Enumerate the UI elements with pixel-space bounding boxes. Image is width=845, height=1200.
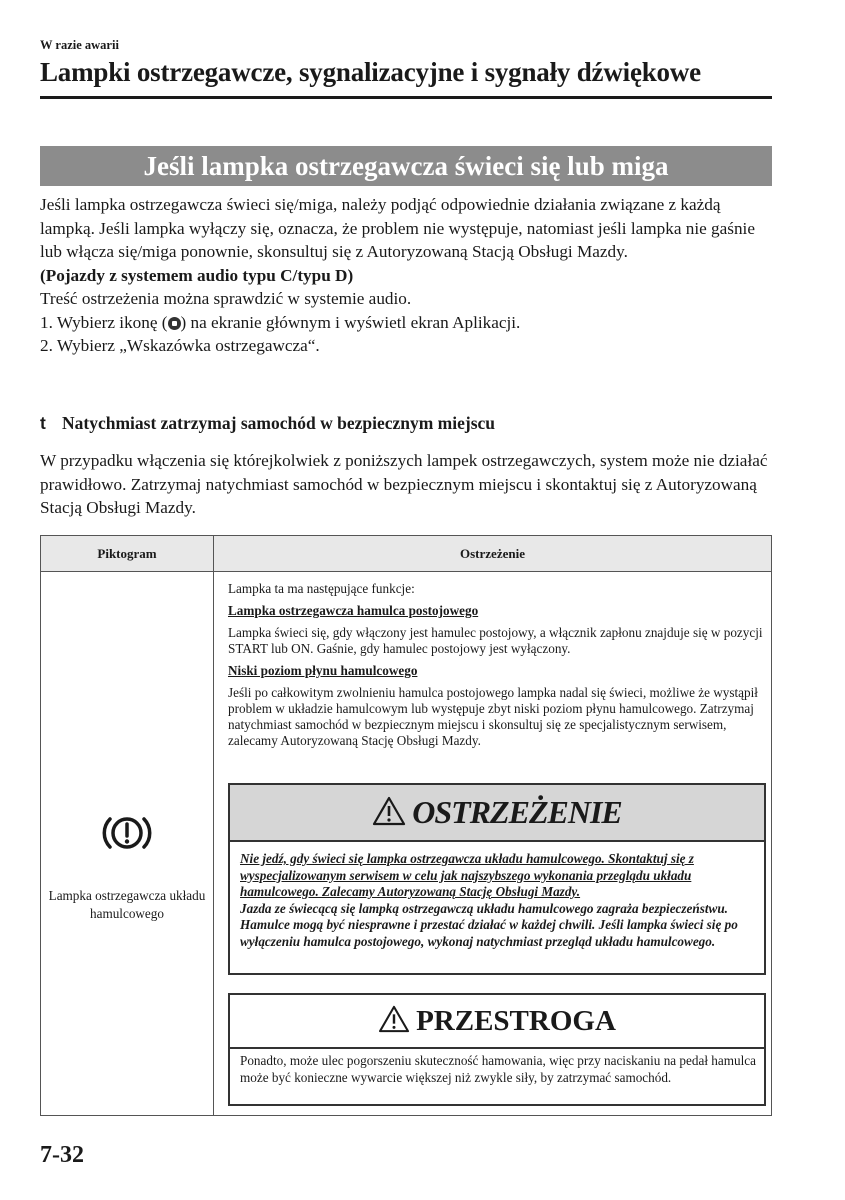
table-header	[41, 536, 771, 572]
parking-brake-heading: Lampka ostrzegawcza hamulca postojowego	[228, 603, 479, 618]
step-1	[40, 311, 775, 335]
caution-title: PRZESTROGA	[416, 1005, 616, 1037]
warning-description-cell	[228, 572, 763, 749]
column-header-warning: Ostrzeżenie	[460, 546, 525, 561]
page-title: Lampki ostrzegawcze, sygnalizacyjne i sygnały dźwiękowe	[40, 57, 701, 87]
heading-divider	[40, 96, 772, 99]
pictogram-cell	[41, 572, 213, 1115]
low-fluid-text: Jeśli po całkowitym zwolnieniu hamulca postojowego lampka nadal się świeci, możliwe że wystąpił problem w układzie hamulcowym lub występuje zbyt niski poziom płynu hamulcowego. Zatrzymaj natychmiast samochód w bezpiecznym miejscu i skonsultuj się ze specjalistycznym serwisem, zalecamy Autoryzowaną Stację Obsługi Mazdy.	[228, 685, 758, 748]
warning-lights-table	[40, 535, 772, 1116]
bullet-marker: t	[40, 413, 46, 433]
caution-triangle-icon	[378, 1005, 410, 1033]
warning-title: OSTRZEŻENIE	[412, 794, 622, 830]
brake-warning-icon	[102, 813, 152, 853]
intro-paragraph: Jeśli lampka ostrzegawcza świeci się/miga, należy podjąć odpowiednie działania związane z każdą lampką. Jeśli lampka wyłączy się, oznacza, że problem nie występuje, natomiast jeśli lampka nie gaśnie lub włącza się/miga ponownie, skonsultuj się z Autoryzowaną Stacją Obsługi Mazdy.	[40, 195, 755, 261]
warning-triangle-icon	[372, 796, 406, 826]
low-fluid-heading: Niski poziom płynu hamulcowego	[228, 663, 418, 678]
parking-brake-text: Lampka świeci się, gdy włączony jest hamulec postojowy, a włącznik zapłonu znajduje się w pozycji START lub ON. Gaśnie, gdy hamulec postojowy jest wyłączony.	[228, 625, 763, 656]
warning-title-bar	[230, 785, 764, 842]
column-header-pictogram: Piktogram	[41, 536, 214, 571]
page-number: 7-32	[40, 1142, 84, 1168]
audio-heading: (Pojazdy z systemem audio typu C/typu D)	[40, 265, 354, 285]
intro-text-block	[40, 193, 775, 358]
pictogram-label: Lampka ostrzegawcza układu hamulcowego	[48, 888, 206, 921]
step-1-end: ) na ekranie głównym i wyświetl ekran Aplikacji.	[180, 312, 521, 332]
subsection-body: W przypadku włączenia się którejkolwiek z poniższych lampek ostrzegawczych, system może nie działać prawidłowo. Zatrzymaj natychmiast samochód w bezpiecznym miejscu i skontaktuj się z Autoryzowaną Stacją Obsługi Mazdy.	[40, 451, 768, 517]
section-label: W razie awarii	[40, 38, 119, 52]
column-divider	[213, 571, 214, 1116]
subsection-heading-text: Natychmiast zatrzymaj samochód w bezpiecznym miejscu	[62, 413, 496, 433]
step-1-start: 1. Wybierz ikonę (	[40, 312, 168, 332]
warning-detail-text: Jazda ze świecącą się lampką ostrzegawczą układu hamulcowego zagraża bezpieczeństwu. Hamulce mogą być niesprawne i przestać działać w każdej chwili. Jeśli lampka świeci się po wyłączeniu hamulca postojowego, wykonaj natychmiast przegląd układu hamulcowego.	[240, 900, 738, 949]
audio-line: Treść ostrzeżenia można sprawdzić w systemie audio.	[40, 289, 412, 308]
caution-title-bar	[230, 995, 764, 1049]
warning-underlined-text: Nie jedź, gdy świeci się lampka ostrzegawcza układu hamulcowego. Skontaktuj się z wyspecjalizowanym serwisem w celu jak najszybszego wykonania przeglądu układu hamulcowego. Zalecamy Autoryzowaną Stację Obsługi Mazdy.	[240, 851, 694, 899]
caution-text: Ponadto, może ulec pogorszeniu skuteczność hamowania, więc przy naciskaniu na pedał hamulca może być konieczne wywarcie większej niż zwykle siły, by zatrzymać samochód.	[240, 1053, 756, 1085]
functions-intro: Lampka ta ma następujące funkcje:	[228, 581, 415, 596]
warning-box	[228, 783, 766, 975]
subsection-heading	[40, 413, 495, 434]
warning-text	[240, 851, 758, 950]
step-2: 2. Wybierz „Wskazówka ostrzegawcza“.	[40, 336, 320, 355]
section-banner: Jeśli lampka ostrzegawcza świeci się lub miga	[40, 146, 772, 186]
caution-box	[228, 993, 766, 1106]
applications-icon	[168, 317, 181, 330]
